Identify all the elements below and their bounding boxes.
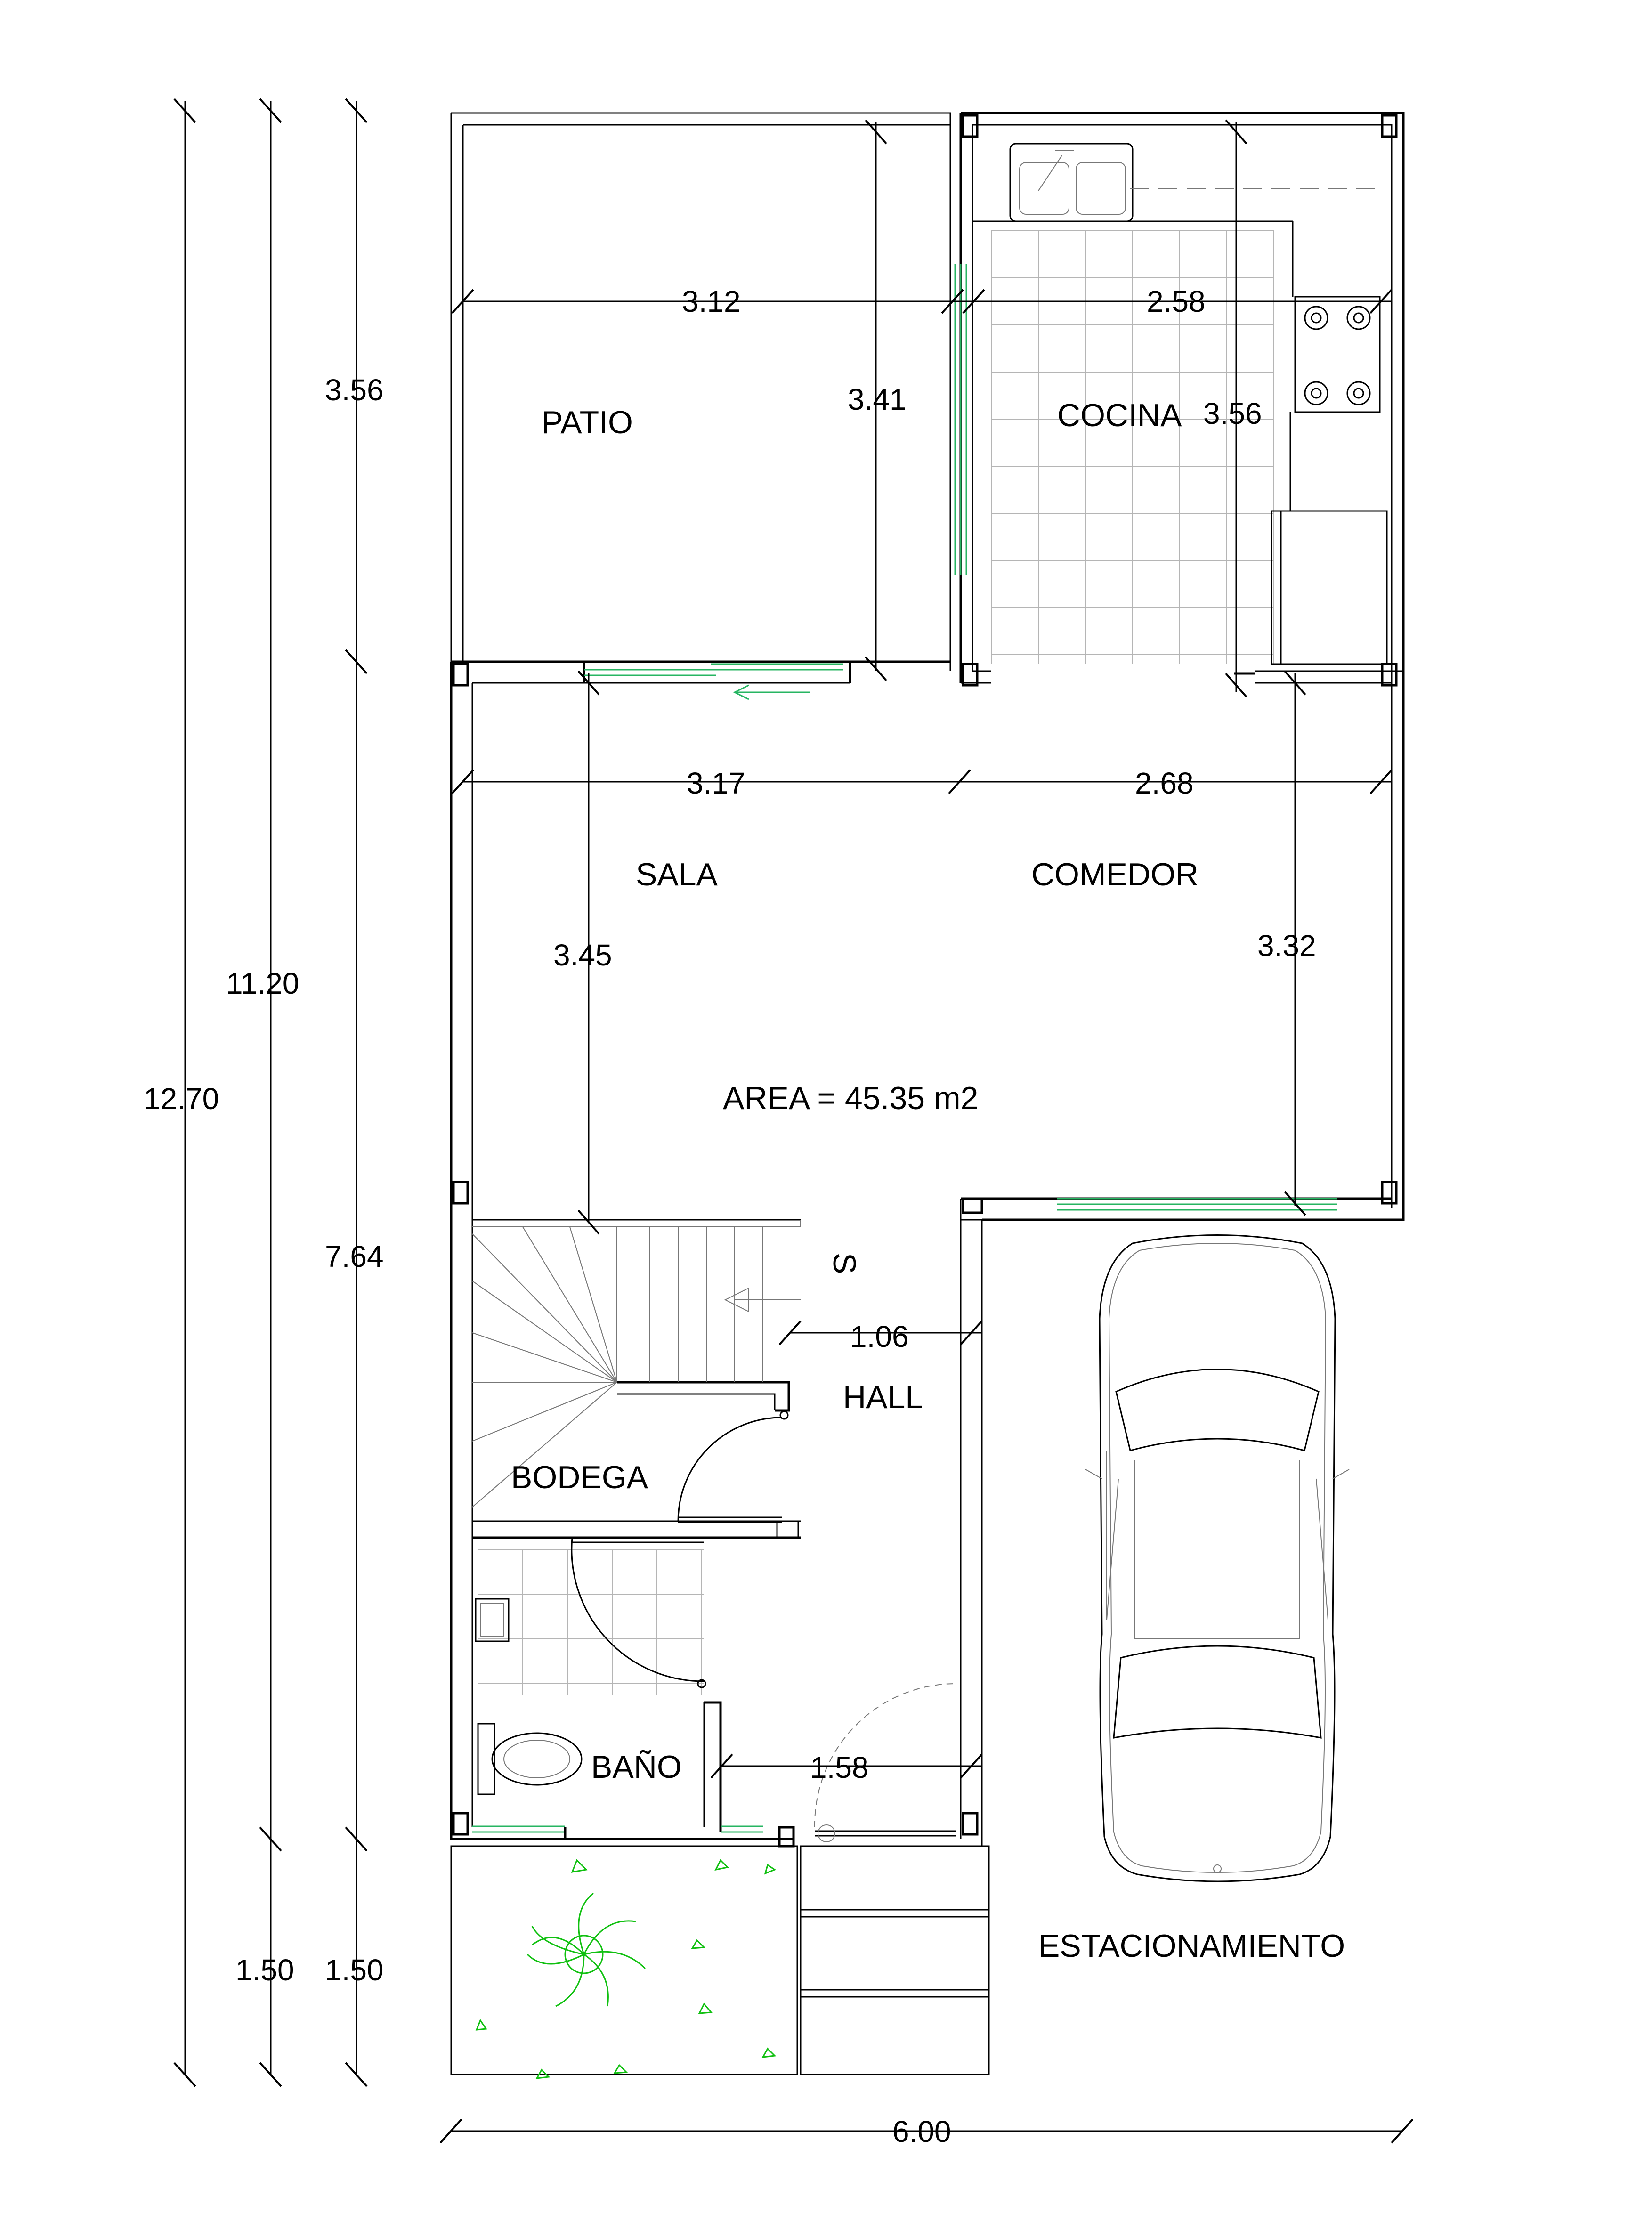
dim-comedor-width: 2.68 xyxy=(1135,766,1194,800)
dimension-labels xyxy=(144,284,1316,2148)
stair-direction-symbol: S xyxy=(826,1253,862,1274)
area-label: AREA = 45.35 m2 xyxy=(723,1080,979,1116)
dim-left-upper: 3.56 xyxy=(325,373,384,407)
room-label-bodega: BODEGA xyxy=(511,1459,648,1495)
patio-area xyxy=(584,264,966,699)
dim-left-middle: 7.64 xyxy=(325,1240,384,1273)
dim-total-width: 6.00 xyxy=(892,2115,951,2148)
bathroom-fixtures xyxy=(472,1538,763,1839)
room-label-comedor: COMEDOR xyxy=(1031,857,1199,892)
room-label-hall: HALL xyxy=(843,1379,923,1415)
dim-bano-width: 1.58 xyxy=(810,1751,869,1784)
room-label-estacionamiento: ESTACIONAMIENTO xyxy=(1038,1928,1345,1964)
dim-left-total: 12.70 xyxy=(144,1082,219,1116)
room-label-patio: PATIO xyxy=(542,405,633,440)
room-label-bano: BAÑO xyxy=(591,1749,682,1785)
dim-sala-depth: 3.45 xyxy=(553,938,612,972)
front-garden xyxy=(451,1846,801,2078)
kitchen-floor-tiles xyxy=(991,231,1274,664)
dim-cocina-width: 2.58 xyxy=(1147,284,1206,318)
dim-patio-depth: 3.41 xyxy=(848,382,907,416)
dim-sala-width: 3.17 xyxy=(687,766,745,800)
dim-left-lower-a: 1.50 xyxy=(235,1953,294,1987)
dim-hall-width: 1.06 xyxy=(850,1320,909,1354)
entrance-steps xyxy=(801,1846,989,2075)
dim-patio-width: 3.12 xyxy=(682,284,741,318)
dim-left-mid: 11.20 xyxy=(226,966,300,1000)
dim-cocina-depth: 3.56 xyxy=(1203,397,1262,430)
room-label-cocina: COCINA xyxy=(1057,397,1182,433)
room-label-sala: SALA xyxy=(636,857,718,892)
bathroom-floor-tiles xyxy=(478,1549,704,1695)
car-icon xyxy=(1085,1235,1349,1882)
exterior-walls xyxy=(451,113,1403,1846)
dim-comedor-depth: 3.32 xyxy=(1257,929,1316,963)
dim-left-lower-b: 1.50 xyxy=(325,1953,384,1987)
